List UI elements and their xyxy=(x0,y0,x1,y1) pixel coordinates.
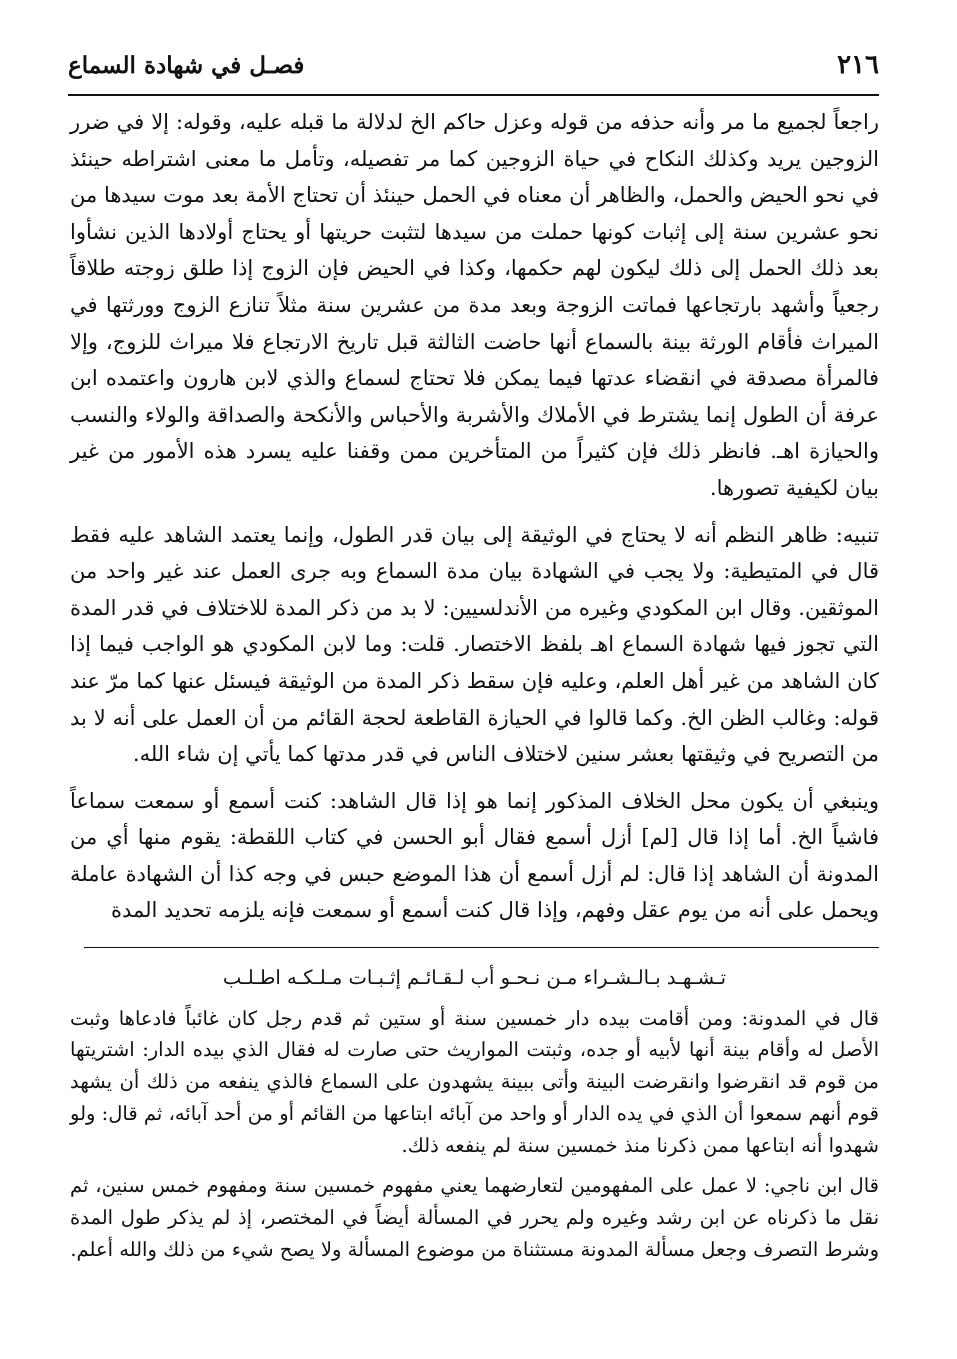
footnote-divider xyxy=(84,947,879,948)
main-paragraph: راجعاً لجميع ما مر وأنه حذفه من قوله وعزل حاكم الخ لدلالة ما قبله عليه، وقوله: إلا في ضرر الزوجين يريد وكذلك النكاح في حياة الزوجين كما مر تفصيله، وتأمل ما معنى اشتراطه حينئذ في نحو الحيض والحمل، والظاهر أن معناه في الحمل حينئذ أن تحتاج الأمة بعد موت سيدها من نحو عشرين سنة إلى إثبات كونها حملت من سيدها لتثبت حريتها أو يحتاج أولادها الذين نشأوا بعد ذلك الحمل إلى ذلك ليكون لهم حكمها، وكذا في الحيض فإن الزوج إذا طلق زوجته طلاقاً رجعياً وأشهد بارتجاعها فماتت الزوجة وبعد مدة من عشرين سنة مثلاً تنازع الزوج وورثتها في الميراث فأقام الورثة بينة بالسماع أنها حاضت الثالثة قبل تاريخ الارتجاع فلا ميراث للزوج، وإلا فالمرأة مصدقة في انقضاء عدتها فيما يمكن فلا تحتاج لسماع والذي لابن هارون واعتمده ابن عرفة أن الطول إنما يشترط في الأملاك والأشربة والأحباس والأنكحة والصداقة والولاء والنسب والحيازة اهـ. فانظر ذلك فإن كثيراً من المتأخرين ممن وقفنا عليه يسرد هذه الأمور من غير بيان لكيفية تصورها. xyxy=(70,110,879,500)
footnote-paragraph: قال ابن ناجي: لا عمل على المفهومين لتعارضهما يعني مفهوم خمسين سنة ومفهوم خمس سنين، ثم نقل ما ذكرناه عن ابن رشد وغيره ولم يحرر في المسألة أيضاً في المختصر، إذ لم يذكر طول المدة وشرط التصرف وجعل مسألة المدونة مستثناة من موضوع المسألة ولا يصح شيء من ذلك والله أعلم. xyxy=(70,1174,879,1261)
footnote-verse: تـشـهـد بـالـشـراء مـن نـحـو أب لـقـائـم إثـبـات مـلـكـه اطـلـب xyxy=(222,966,727,989)
footnote-paragraph: قال في المدونة: ومن أقامت بيده دار خمسين سنة أو ستين ثم قدم رجل كان غائباً فادعاها وثبت الأصل له وأقام بينة أنها لأبيه أو جده، وثبتت المواريث حتى صارت له فقال الذي بيده الدار: اشتريتها من قوم قد انقرضوا وانقرضت البينة وأتى ببينة يشهدون على السماع فالذي ينفعه من ذلك أن يشهد قوم أنهم سمعوا أن الذي في يده الدار أو واحد من آبائه ابتاعها من القائم أو من أحد آبائه، ثم قال: ولو شهدوا أنه ابتاعها ممن ذكرنا منذ خمسين سنة لم ينفعه ذلك. xyxy=(70,1006,879,1157)
main-paragraph: وينبغي أن يكون محل الخلاف المذكور إنما هو إذا قال الشاهد: كنت أسمع أو سمعت سماعاً فاشياً الخ. أما إذا قال [لم] أزل أسمع فقال أبو الحسن في كتاب اللقطة: يقوم منها أي من المدونة أن الشاهد إذا قال: لم أزل أسمع أن هذا الموضع حبس في وجه كذا أن الشهادة عاملة ويحمل على أنه من يوم عقل وفهم، وإذا قال كنت أسمع أو سمعت فإنه يلزمه تحديد المدة xyxy=(70,788,879,923)
page-number: ٢١٦ xyxy=(837,50,879,80)
main-paragraph: تنبيه: ظاهر النظم أنه لا يحتاج في الوثيقة إلى بيان قدر الطول، وإنما يعتمد الشاهد عليه فقط قال في المتيطية: ولا يجب في الشهادة بيان مدة السماع وبه جرى العمل عند غير واحد من الموثقين. وقال ابن المكودي وغيره من الأندلسيين: لا بد من ذكر المدة للاختلاف في قدر المدة التي تجوز فيها شهادة السماع اهـ بلفظ الاختصار. قلت: وما لابن المكودي هو الواجب فيما إذا كان الشاهد من غير أهل العلم، وعليه فإن سقط ذكر المدة من الوثيقة فيسئل عنها كما مرّ عند قوله: وغالب الظن الخ. وكما قالوا في الحيازة القاطعة لحجة القائم من أن العمل على أنه لا بد من التصريح في وثيقتها بعشر سنين لاختلاف الناس في قدر مدتها كما يأتي إن شاء الله. xyxy=(70,522,879,767)
running-title: فصـل في شهادة السماع xyxy=(68,52,305,79)
main-text xyxy=(70,104,879,929)
footnotes xyxy=(70,962,879,1265)
page-header xyxy=(68,44,879,96)
